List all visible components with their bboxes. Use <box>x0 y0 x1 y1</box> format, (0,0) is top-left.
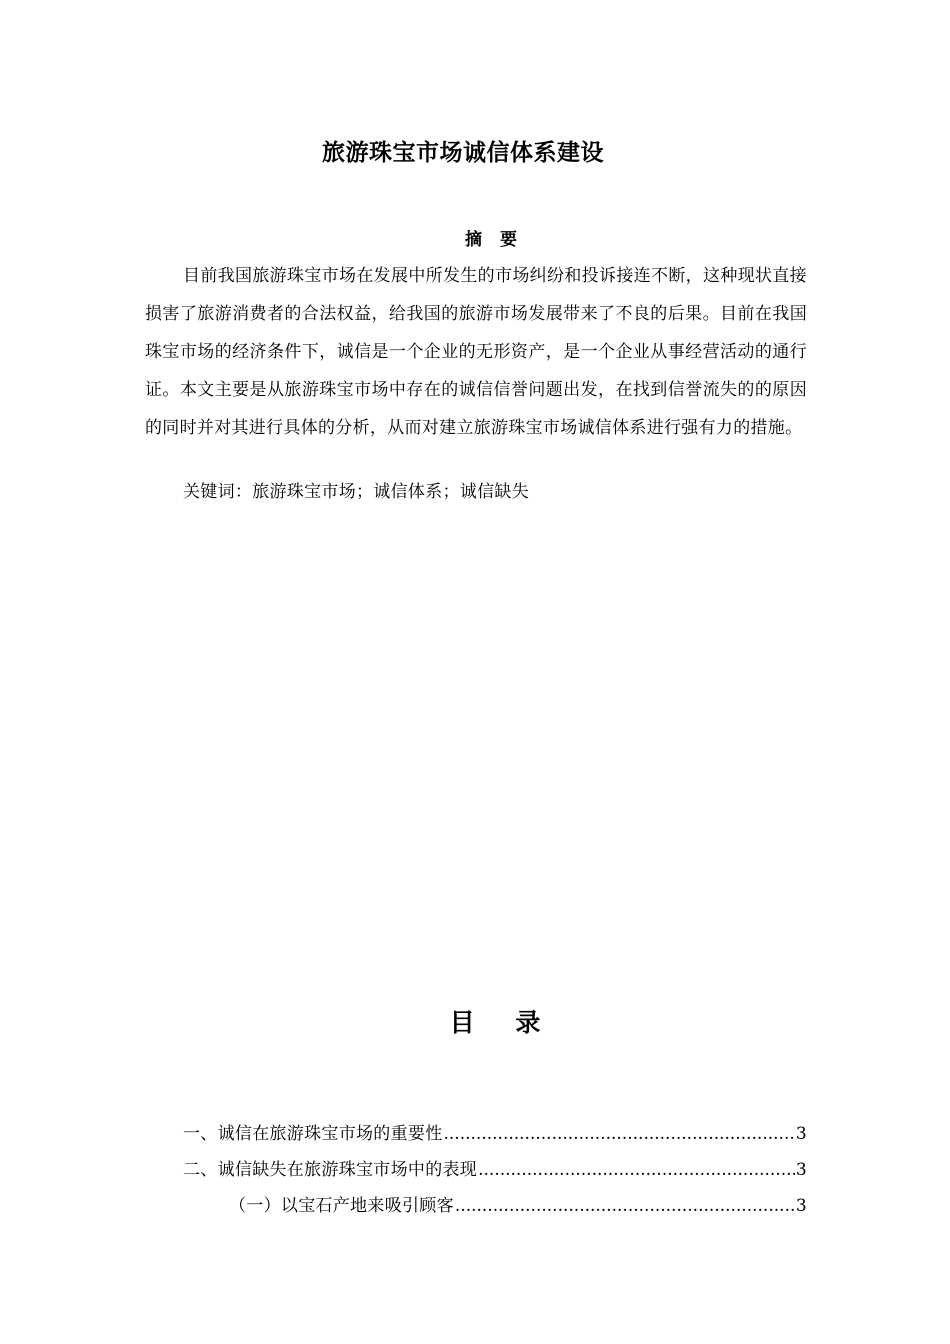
toc-page-number: 3 <box>795 1124 807 1144</box>
toc-page-number: 3 <box>795 1196 807 1216</box>
toc-page-number: 3 <box>795 1160 807 1180</box>
table-of-contents <box>183 1119 807 1227</box>
toc-entry[interactable] <box>183 1119 807 1155</box>
toc-entry[interactable] <box>183 1191 807 1227</box>
keywords-line: 关键词：旅游珠宝市场；诚信体系；诚信缺失 <box>183 482 529 502</box>
abstract-heading: 摘 要 <box>465 230 523 250</box>
toc-entry[interactable] <box>183 1155 807 1191</box>
toc-entry-text: 二、诚信缺失在旅游珠宝市场中的表现 <box>183 1160 478 1180</box>
toc-entry-text: （一）以宝石产地来吸引顾客 <box>229 1196 454 1216</box>
toc-dot-leader <box>478 1160 795 1180</box>
toc-entry-text: 一、诚信在旅游珠宝市场的重要性 <box>183 1124 443 1144</box>
toc-heading: 目 录 <box>449 1008 557 1037</box>
toc-dot-leader <box>444 1124 795 1144</box>
abstract-body: 目前我国旅游珠宝市场在发展中所发生的市场纠纷和投诉接连不断，这种现状直接损害了旅游消费者的合法权益，给我国的旅游市场发展带来了不良的后果。目前在我国珠宝市场的经济条件下，诚信是一个企业的无形资产，是一个企业从事经营活动的通行证。本文主要是从旅游珠宝市场中存在的诚信信誉问题出发，在找到信誉流失的的原因的同时并对其进行具体的分析，从而对建立旅游珠宝市场诚信体系进行强有力的措施。 <box>145 266 807 438</box>
document-title: 旅游珠宝市场诚信体系建设 <box>322 140 604 166</box>
toc-dot-leader <box>455 1196 795 1216</box>
